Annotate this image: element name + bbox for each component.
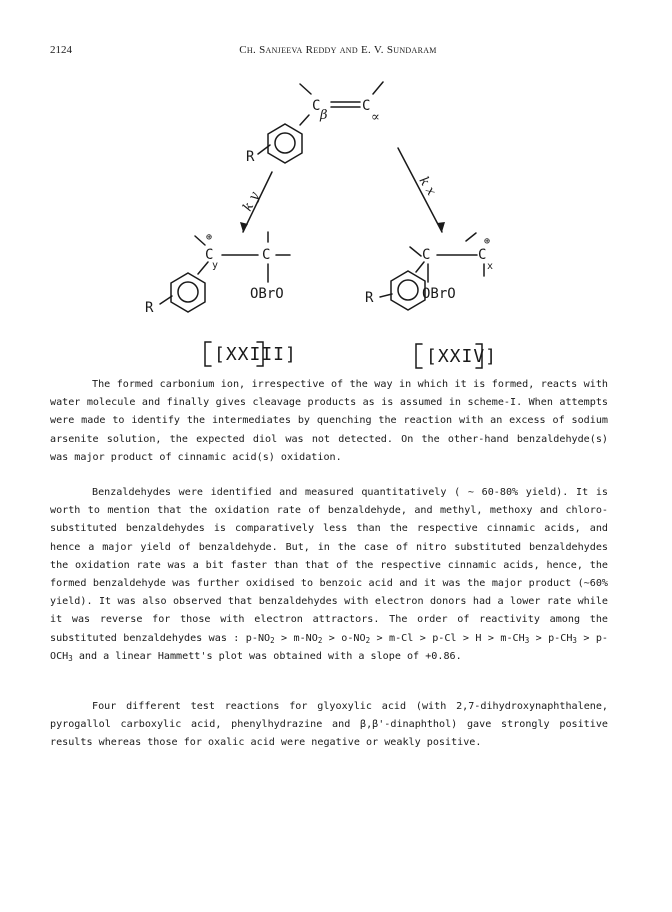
subscript-y: y: [212, 260, 219, 271]
text-run: > p-OCH: [50, 632, 608, 662]
subscript-beta: β: [320, 108, 328, 123]
bond-line: [160, 296, 172, 304]
atom-c: C: [422, 247, 431, 263]
left-bracket: [205, 342, 211, 366]
bond-line: [410, 247, 421, 256]
aromatic-circle: [398, 280, 418, 300]
bond-line: [416, 262, 424, 272]
subscript: 3: [68, 653, 73, 663]
left-bracket: [416, 344, 422, 368]
text-run: Benzaldehydes were identified and measured quantitatively ( ~ 60-80% yield). It is worth to mention that the oxidation rate of benzaldehyde, and methyl, methoxy and chloro-substituted benzaldehydes is comparatively less than the respective cinnamic acids, and hence a major yield of benzaldehyde. But, in the case of nitro substituted benzaldehydes the oxidation rate was a bit faster than that of the respective cinnamic acids, hence, the formed benzaldehyde was further oxidised to benzoic acid and it was the major product (~60% yield). It was also observed that benzaldehydes with electron donors had a lower rate while it was reverse for those with electron attractors. The order of reactivity among the substituted benzaldehydes was : p-NO: [50, 487, 608, 644]
subscript: 2: [270, 635, 275, 645]
text-run: and a linear Hammett's plot was obtained with a slope of +0.86.: [72, 650, 462, 662]
subscript: 3: [572, 635, 577, 645]
atom-c-cation: C: [205, 247, 214, 263]
subscript-x: x: [487, 261, 494, 272]
bond-line: [300, 84, 311, 94]
compound-label-xxiii: [XXIII]: [214, 344, 297, 365]
reaction-scheme: [0, 60, 672, 380]
bond-line: [300, 115, 309, 125]
compound-label-xxiv: [XXIV]: [426, 346, 498, 367]
bond-line: [195, 236, 205, 245]
substituent-r: R: [145, 300, 154, 316]
obro-group: OBrO: [422, 286, 456, 302]
subscript: 3: [524, 635, 530, 645]
benzene-ring: [171, 273, 205, 312]
rate-constant-kx: k x: [415, 174, 439, 199]
text-run: > m-Cl > p-Cl > H > m-CH: [370, 632, 525, 644]
atom-c-beta: C: [312, 98, 321, 114]
text-run: > m-NO: [274, 632, 318, 644]
text-run: > o-NO: [322, 632, 366, 644]
positive-charge-icon: ⊕: [206, 232, 213, 243]
subscript: 2: [365, 635, 371, 645]
substituent-r: R: [365, 290, 374, 306]
page-number: 2124: [50, 44, 72, 56]
bond-line: [198, 262, 208, 274]
benzene-ring: [268, 124, 302, 163]
paragraph-benzaldehydes: [50, 484, 608, 666]
atom-c-cation: C: [478, 247, 487, 263]
subscript: 2: [317, 635, 323, 645]
page-header: [50, 44, 626, 60]
paragraph-test-reactions: Four different test reactions for glyoxylic acid (with 2,7-dihydroxynaphthalene, pyrogallol carboxylic acid, phenylhydrazine and β,β'-dinaphthol) gave strongly positive results whereas those for oxalic acid were negative or weakly positive.: [50, 701, 608, 749]
benzene-ring: [391, 271, 425, 310]
rate-constant-ky: k y: [240, 189, 263, 214]
paragraph-carbonium-ion: The formed carbonium ion, irrespective of the way in which it is formed, reacts with water molecule and finally gives cleavage products as is assumed in scheme-I. When attempts were made to identify the intermediates by quenching the reaction with an excess of sodium arsenite solution, the expected diol was not detected. On the other-hand benzaldehyde(s) was major product of cinnamic acid(s) oxidation.: [50, 379, 608, 463]
positive-charge-icon: ⊕: [484, 236, 491, 247]
text-run: > p-CH: [529, 632, 573, 644]
substituent-r: R: [246, 149, 255, 165]
atom-c-alpha: C: [362, 98, 371, 114]
bond-line: [466, 233, 476, 241]
bond-line: [373, 82, 383, 94]
obro-group: OBrO: [250, 286, 284, 302]
aromatic-circle: [178, 282, 198, 302]
subscript-alpha: ∝: [371, 110, 380, 125]
bond-line: [380, 294, 392, 297]
atom-c: C: [262, 247, 271, 263]
aromatic-circle: [275, 133, 295, 153]
running-title: Ch. Sanjeeva Reddy and E. V. Sundaram: [239, 44, 437, 56]
